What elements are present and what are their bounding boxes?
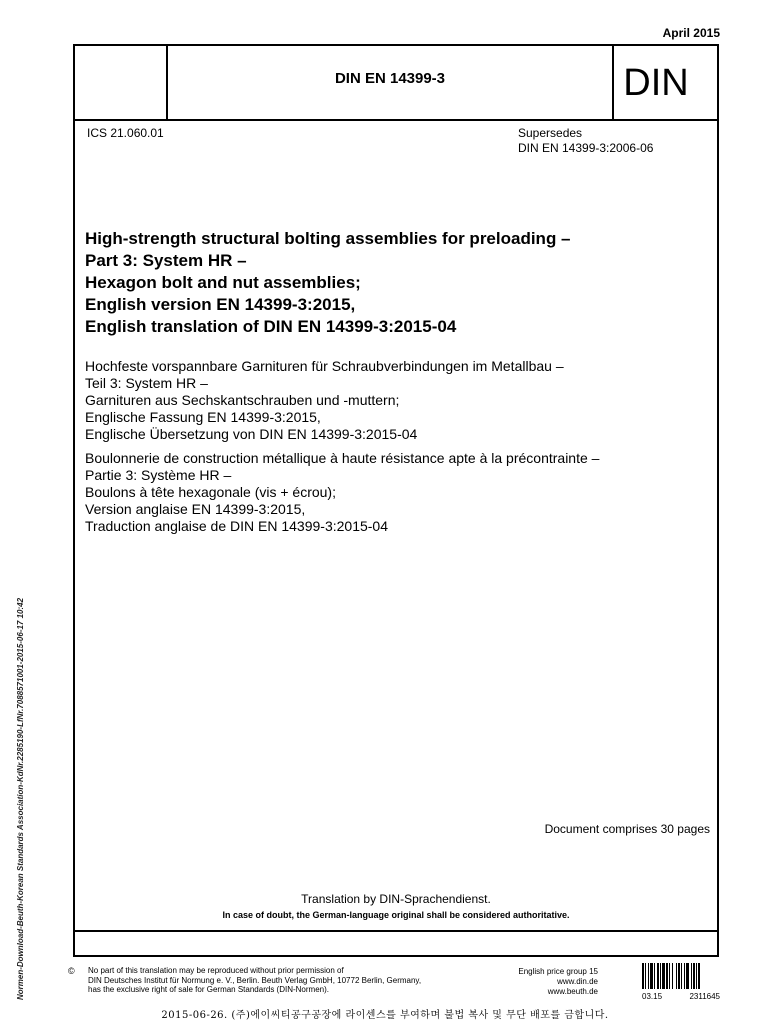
barcode-bar (666, 963, 668, 989)
barcode-bar (662, 963, 665, 989)
barcode-bar (696, 963, 697, 989)
legal-notice (88, 966, 488, 995)
english-title-line: Hexagon bolt and nut assemblies; (85, 273, 361, 292)
legal-line: DIN Deutsches Institut für Normung e. V., Berlin. Beuth Verlag GmbH, 10772 Berlin, Germany, (88, 975, 422, 985)
barcode-numbers (642, 992, 720, 1001)
barcode-bar (660, 963, 661, 989)
authority-note: In case of doubt, the German-language original shall be considered authoritative. (222, 910, 570, 920)
barcode-bar (645, 963, 646, 989)
barcode-bar (676, 963, 677, 989)
english-title-line: High-strength structural bolting assemblies for preloading – (85, 229, 571, 248)
barcode-bar (669, 963, 670, 989)
din-website-link[interactable]: www.din.de (557, 977, 598, 986)
german-title-line: Garnituren aus Sechskantschrauben und -muttern; (85, 392, 400, 408)
french-title-line: Boulons à tête hexagonale (vis + écrou); (85, 484, 336, 500)
supersedes-value: DIN EN 14399-3:2006-06 (518, 141, 654, 155)
din-logo (622, 62, 690, 102)
barcode-bar (691, 963, 692, 989)
german-title-line: Hochfeste vorspannbare Garnituren für Schraubverbindungen im Metallbau – (85, 358, 564, 374)
download-watermark-vertical: Normen-Download-Beuth-Korean Standards Association-KdNr.2285190-LfNr.7088571001-2015-06-17 10:42 (16, 597, 25, 1000)
english-title-line: Part 3: System HR – (85, 251, 247, 270)
french-title-line: Boulonnerie de construction métallique à haute résistance apte à la précontrainte – (85, 450, 600, 466)
barcode (642, 963, 720, 989)
german-title-line: Teil 3: System HR – (85, 375, 208, 391)
beuth-website-link[interactable]: www.beuth.de (547, 987, 598, 996)
ics-code: ICS 21.060.01 (87, 126, 164, 140)
barcode-bar (654, 963, 655, 989)
barcode-left-number: 03.15 (642, 992, 663, 1001)
barcode-bar (693, 963, 695, 989)
price-info (470, 967, 598, 997)
supersedes-label: Supersedes (518, 126, 583, 140)
english-title-line: English version EN 14399-3:2015, (85, 295, 356, 314)
barcode-bar (642, 963, 644, 989)
header-bottom-rule (73, 119, 719, 121)
french-title-line: Partie 3: Système HR – (85, 467, 232, 483)
barcode-bar (672, 963, 673, 989)
barcode-bar (684, 963, 685, 989)
barcode-right-number: 2311645 (689, 992, 720, 1001)
license-watermark-line: 2015-06-26. (주)에이씨티공구공장에 라이센스를 부여하며 불법 복사 및 무단 배포를 금합니다. (161, 1010, 609, 1021)
legal-line: has the exclusive right of sale for German Standards (DIN-Normen). (88, 985, 329, 994)
english-title (85, 228, 705, 338)
barcode-bar (678, 963, 680, 989)
translation-note: Translation by DIN-Sprachendienst. (301, 892, 491, 906)
issue-date: April 2015 (662, 26, 720, 40)
supersedes-block (518, 126, 653, 156)
header-divider-right (612, 44, 614, 120)
page-count-note: Document comprises 30 pages (544, 822, 710, 836)
german-title-line: Englische Fassung EN 14399-3:2015, (85, 409, 321, 425)
barcode-bar (698, 963, 700, 989)
footer-top-rule (73, 930, 719, 932)
german-title-line: Englische Übersetzung von DIN EN 14399-3:2015-04 (85, 426, 418, 442)
standard-number: DIN EN 14399-3 (334, 70, 446, 87)
copyright-symbol: © (68, 966, 75, 976)
barcode-bar (686, 963, 689, 989)
french-title-line: Version anglaise EN 14399-3:2015, (85, 501, 306, 517)
din-logo-text: DIN (623, 62, 689, 102)
german-title (85, 358, 705, 443)
french-title-line: Traduction anglaise de DIN EN 14399-3:2015-04 (85, 518, 389, 534)
price-group: English price group 15 (518, 967, 598, 976)
barcode-bar (657, 963, 659, 989)
barcode-bar (648, 963, 649, 989)
english-title-line: English translation of DIN EN 14399-3:2015-04 (85, 317, 457, 336)
barcode-bar (650, 963, 653, 989)
legal-line: No part of this translation may be reproduced without prior permission of (88, 966, 344, 975)
barcode-bar (681, 963, 682, 989)
french-title (85, 450, 705, 535)
